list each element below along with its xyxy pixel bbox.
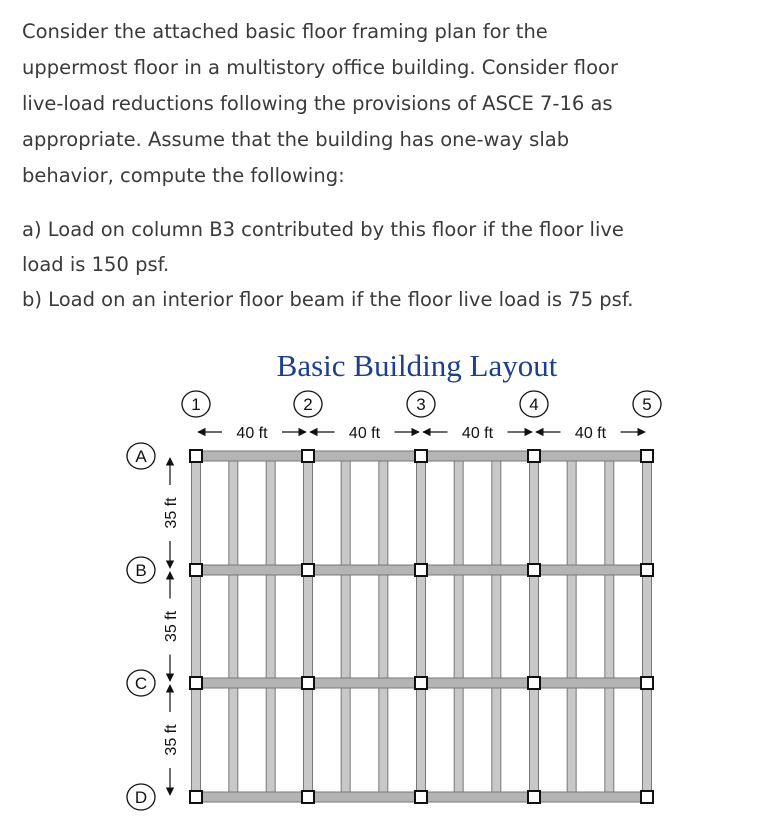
floor-beam [567, 456, 576, 797]
column [302, 450, 314, 462]
column [528, 677, 540, 689]
bay-depth-label: 35 ft [163, 610, 180, 643]
column-line-label: 1 [191, 395, 201, 414]
column [528, 450, 540, 462]
floor-beam [605, 456, 614, 797]
bay-depth-label: 35 ft [163, 724, 180, 756]
floor-beam [229, 456, 238, 797]
question-a-line-1: a) Load on column B3 contributed by this floor if the floor live [22, 218, 624, 241]
column [641, 791, 653, 803]
column-line-label: 2 [303, 395, 313, 414]
column [528, 564, 540, 576]
column-line-label: 3 [416, 395, 426, 414]
problem-line-2: uppermost floor in a multistory office building. Consider floor [22, 56, 618, 79]
column [641, 450, 653, 462]
column [415, 677, 427, 689]
column [190, 791, 202, 803]
column [302, 564, 314, 576]
column-line-label: 4 [529, 395, 539, 414]
column [641, 564, 653, 576]
column-line-beam [530, 456, 539, 797]
column [190, 450, 202, 462]
column-line-beam [192, 456, 201, 797]
floor-beam [266, 456, 275, 797]
bay-width-label: 40 ft [461, 425, 494, 442]
column [528, 791, 540, 803]
column [415, 564, 427, 576]
column [415, 450, 427, 462]
column [302, 677, 314, 689]
floor-beam [454, 456, 463, 797]
column-line-beam [643, 456, 652, 797]
column [415, 791, 427, 803]
beams-group [192, 456, 652, 797]
question-b: b) Load on an interior floor beam if the floor live load is 75 psf. [22, 288, 634, 311]
floor-beam [379, 456, 388, 797]
bay-depth-label: 35 ft [163, 497, 180, 529]
column [641, 677, 653, 689]
question-a-line-2: load is 150 psf. [22, 253, 170, 276]
row-line-label: A [135, 447, 147, 466]
problem-line-4: appropriate. Assume that the building has one-way slab [22, 128, 570, 151]
bay-width-label: 40 ft [348, 425, 381, 442]
column [302, 791, 314, 803]
problem-line-5: behavior, compute the following: [22, 164, 345, 187]
problem-line-3: live-load reductions following the provisions of ASCE 7-16 as [22, 92, 613, 115]
column-line-beam [417, 456, 426, 797]
column [190, 677, 202, 689]
column-line-beam [304, 456, 313, 797]
bay-width-label: 40 ft [236, 425, 268, 442]
row-line-label: B [135, 561, 147, 580]
diagram-title: Basic Building Layout [276, 348, 558, 383]
column [190, 564, 202, 576]
floor-beam [341, 456, 350, 797]
floor-beam [492, 456, 501, 797]
row-line-label: D [134, 788, 148, 807]
row-line-label: C [134, 674, 148, 693]
column-line-label: 5 [642, 395, 652, 414]
problem-line-1: Consider the attached basic floor framing plan for the [22, 20, 548, 43]
bay-width-label: 40 ft [574, 425, 607, 442]
